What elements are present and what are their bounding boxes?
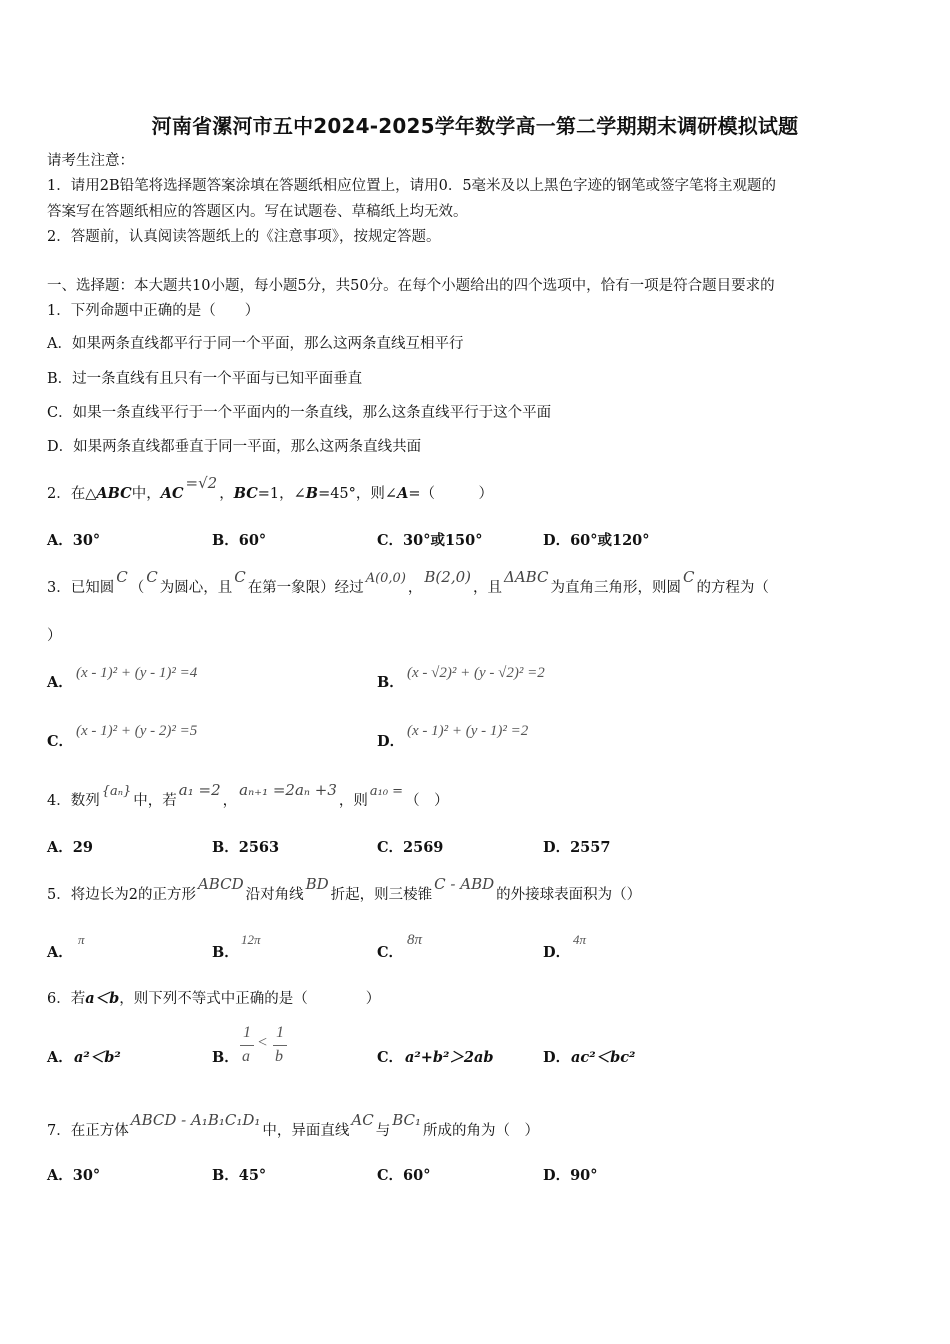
q6-option-a-label: A．	[47, 1049, 73, 1066]
q5-diagonal: BD	[305, 875, 329, 893]
q5-option-c: 8π	[407, 932, 423, 948]
notice-line-2: 2．答题前，认真阅读答题纸上的《注意事项》，按规定答题。	[47, 229, 441, 245]
q7-line-bc1: BC₁	[392, 1111, 421, 1129]
q3-option-c-label: C．	[47, 733, 74, 750]
q3-option-b-label: B．	[377, 674, 404, 691]
q5-option-a: π	[78, 932, 85, 947]
fraction-bar	[240, 1045, 254, 1046]
q6-condition: a＜b	[85, 990, 120, 1007]
q4-sequence: {aₙ}	[101, 784, 132, 799]
q2-option-d: D．60°或120°	[543, 532, 650, 549]
q5-option-d: 4π	[573, 932, 587, 947]
q3-option-d: (x - 1)² + (y - 1)² =2	[407, 723, 529, 739]
q6-option-b-label: B．	[212, 1049, 239, 1066]
q3-triangle: ΔABC	[504, 568, 549, 586]
q6-option-b-fraction: 1 a < 1 b	[240, 1024, 292, 1072]
q4-option-d: D．2557	[543, 839, 611, 856]
q7-option-a: A．30°	[47, 1167, 101, 1184]
q7-option-b: B．45°	[212, 1167, 267, 1184]
q5-stem: 5．将边长为2的正方形ABCD沿对角线BD折起，则三棱锥C - ABD的外接球表面积为（）	[47, 875, 642, 903]
notice-heading: 请考生注意：	[47, 153, 134, 169]
q7-option-d: D．90°	[543, 1167, 598, 1184]
q1-option-d: D．如果两条直线都垂直于同一平面，那么这两条直线共面	[47, 439, 422, 455]
q5-option-b-label: B．	[212, 944, 239, 961]
q5-option-d-label: D．	[543, 944, 571, 961]
q5-option-a-label: A．	[47, 944, 73, 961]
q7-line-ac: AC	[351, 1111, 374, 1129]
q2-option-b: B．60°	[212, 532, 267, 549]
q2-option-c: C．30°或150°	[377, 532, 483, 549]
page-title: 河南省漯河市五中2024-2025学年数学高一第二学期期末调研模拟试题	[151, 114, 799, 138]
q3-stem-end: ）	[47, 628, 62, 644]
fraction-bar	[273, 1045, 287, 1046]
q4-target-term: a₁₀ =	[369, 784, 404, 799]
q7-cube: ABCD - A₁B₁C₁D₁	[130, 1111, 261, 1129]
q7-stem: 7．在正方体ABCD - A₁B₁C₁D₁中，异面直线AC与BC₁所成的角为（ ）	[47, 1111, 539, 1139]
q4-option-a: A．29	[47, 839, 93, 856]
q6-option-d-label: D．	[543, 1049, 571, 1066]
notice-line-1b: 答案写在答题纸相应的答题区内。写在试题卷、草稿纸上均无效。	[47, 204, 468, 220]
q1-option-c: C．如果一条直线平行于一个平面内的一条直线，那么这条直线平行于这个平面	[47, 405, 552, 421]
notice-line-1a: 1．请用2B铅笔将选择题答案涂填在答题纸相应位置上，请用0．5毫米及以上黑色字迹的钢笔或签字笔将主观题的	[47, 178, 777, 194]
q4-option-c: C．2569	[377, 839, 444, 856]
section-heading: 一、选择题：本大题共10小题，每小题5分，共50分。在每个小题给出的四个选项中，恰有一项是符合题目要求的	[47, 278, 775, 294]
q3-option-b: (x - √2)² + (y - √2)² =2	[407, 665, 545, 681]
q3-option-d-label: D．	[377, 733, 405, 750]
q7-option-c: C．60°	[377, 1167, 431, 1184]
q2-ac-value: =√2	[185, 474, 218, 492]
q3-option-a-label: A．	[47, 674, 73, 691]
q4-first-term: a₁ =2	[178, 781, 221, 799]
q4-stem: 4．数列{aₙ}中，若a₁ =2，aₙ₊₁ =2aₙ +3，则a₁₀ =（ ）	[47, 781, 449, 809]
q2-option-a: A．30°	[47, 532, 101, 549]
q3-point-b: B(2,0)	[424, 568, 471, 586]
q3-option-a: (x - 1)² + (y - 1)² =4	[76, 665, 198, 681]
q3-option-c: (x - 1)² + (y - 2)² =5	[76, 723, 198, 739]
q5-option-c-label: C．	[377, 944, 404, 961]
q6-stem: 6．若a＜b，则下列不等式中正确的是（ ）	[47, 990, 381, 1007]
q4-option-b: B．2563	[212, 839, 280, 856]
q3-point-a: A(0,0)	[365, 571, 406, 586]
q6-option-c: a²+b²＞2ab	[405, 1049, 494, 1066]
q1-stem: 1．下列命题中正确的是（ ）	[47, 303, 260, 319]
q2-stem: 2．在△ABC中，AC=√2，BC=1，∠B=45°，则∠A=（ ）	[47, 474, 493, 502]
q3-stem: 3．已知圆C（C为圆心，且C在第一象限）经过A(0,0)，B(2,0)，且ΔABC为直角三角形，则圆C的方程为（	[47, 568, 769, 596]
q5-square: ABCD	[197, 875, 244, 893]
q6-option-a: a²＜b²	[74, 1049, 121, 1066]
q6-option-c-label: C．	[377, 1049, 404, 1066]
q1-option-a: A．如果两条直线都平行于同一个平面，那么这两条直线互相平行	[47, 336, 464, 352]
q5-option-b: 12π	[241, 932, 261, 947]
q5-pyramid: C - ABD	[434, 875, 495, 893]
q1-option-b: B．过一条直线有且只有一个平面与已知平面垂直	[47, 371, 363, 387]
q4-recurrence: aₙ₊₁ =2aₙ +3	[239, 781, 337, 799]
q6-option-d: ac²＜bc²	[571, 1049, 636, 1066]
